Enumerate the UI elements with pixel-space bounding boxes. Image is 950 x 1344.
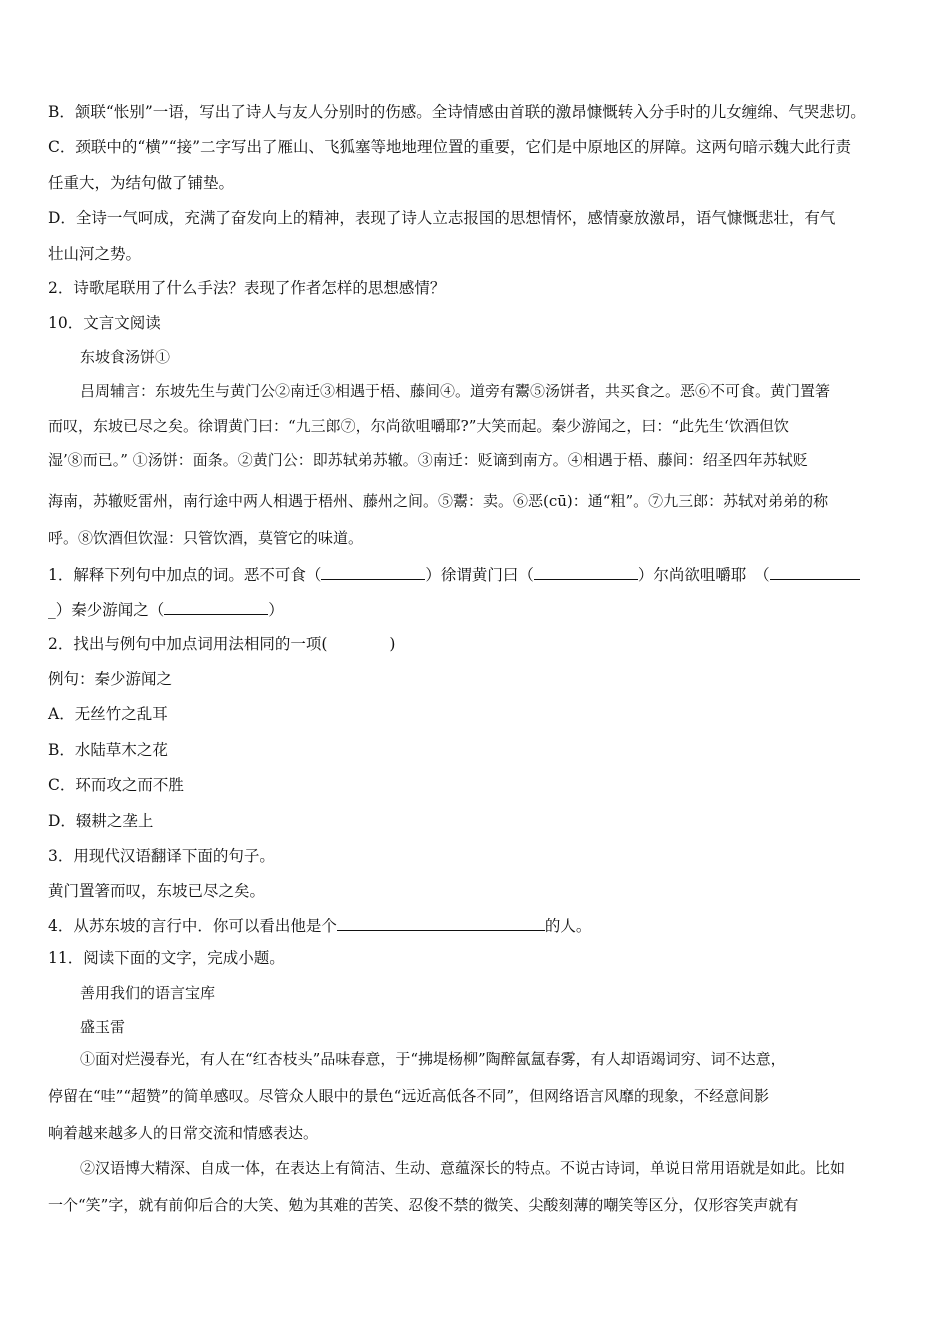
- q9-option-d-line2: 壮山河之势。: [48, 245, 142, 263]
- q10-sub3: 3．用现代汉语翻译下面的句子。: [48, 847, 275, 865]
- q11-para1-line3: 响着越来越多人的日常交流和情感表达。: [48, 1124, 319, 1142]
- q10-sub1-prompt: 1．解释下列句中加点的词。恶不可食（: [48, 566, 322, 584]
- q11-para2-line1: ②汉语博大精深、自成一体，在表达上有简洁、生动、意蕴深长的特点。不说古诗词，单说日常用语就是如此。比如: [80, 1159, 846, 1177]
- q10-sub4-suffix: 的人。: [544, 917, 592, 935]
- answer-blank[interactable]: [770, 563, 860, 580]
- q9-option-b: B．颔联“怅别”一语，写出了诗人与友人分别时的伤感。全诗情感由首联的激昂慷慨转入分手时的儿女缠绵、气哭悲切。: [48, 103, 866, 121]
- answer-blank[interactable]: [164, 598, 268, 615]
- q11-article-title: 善用我们的语言宝库: [80, 984, 216, 1002]
- q10-passage-title: 东坡食汤饼①: [80, 348, 171, 366]
- answer-blank[interactable]: [321, 563, 425, 580]
- q10-sub1-part2: ）徐谓黄门曰（: [425, 566, 534, 584]
- q11-para1-line1: ①面对烂漫春光，有人在“红杏枝头”品味春意，于“拂堤杨柳”陶醉氤氲春雾，有人却语竭词穷、词不达意，: [80, 1050, 786, 1068]
- q9-question-2: 2．诗歌尾联用了什么手法？表现了作者怎样的思想感情？: [48, 279, 446, 297]
- q10-example: 例句：秦少游闻之: [48, 670, 173, 688]
- q9-option-c-line2: 任重大，为结句做了铺垫。: [48, 174, 235, 192]
- answer-blank[interactable]: [337, 914, 545, 931]
- q10-heading: 10．文言文阅读: [48, 314, 161, 332]
- q10-sub1-part5: ）: [268, 601, 284, 619]
- q9-option-d-line1: D．全诗一气呵成，充满了奋发向上的精神，表现了诗人立志报国的思想情怀，感情豪放激昂，语气慷慨悲壮，有气: [48, 209, 836, 227]
- q11-para1-line2: 停留在“哇”“超赞”的简单感叹。尽管众人眼中的景色“远近高低各不同”，但网络语言风靡的现象，不经意间影: [48, 1087, 770, 1105]
- q10-sub4-prompt: 4．从苏东坡的言行中．你可以看出他是个: [48, 917, 337, 935]
- q10-passage-line5: 呼。⑧饮酒但饮湿：只管饮酒，莫管它的味道。: [48, 529, 364, 547]
- q11-heading: 11．阅读下面的文字，完成小题。: [48, 949, 285, 967]
- q10-passage-line2: 而叹，东坡已尽之矣。徐谓黄门曰：“九三郎⑦，尔尚欲咀嚼耶?”大笑而起。秦少游闻之，曰：“此先生‘饮酒但饮: [48, 417, 789, 435]
- q10-passage-line4: 海南，苏辙贬雷州，南行途中两人相遇于梧州、藤州之间。⑤鬻：卖。⑥恶(cū)：通“粗”。⑦九三郎：苏轼对弟弟的称: [48, 492, 829, 510]
- q10-option-b: B．水陆草木之花: [48, 741, 168, 759]
- q10-passage-line3: 湿’⑧而已。” ①汤饼：面条。②黄门公：即苏轼弟苏辙。③南迁：贬谪到南方。④相遇于梧、藤间：绍圣四年苏轼贬: [48, 451, 808, 469]
- q11-para2-line2: 一个“笑”字，就有前仰后合的大笑、勉为其难的苦笑、忍俊不禁的微笑、尖酸刻薄的嘲笑等区分，仅形容笑声就有: [48, 1196, 799, 1214]
- q10-sub1-line2: [48, 598, 284, 620]
- q10-sub1-part4: _）秦少游闻之（: [48, 601, 165, 619]
- q10-sub3-sentence: 黄门置箸而叹，东坡已尽之矣。: [48, 882, 266, 900]
- q9-option-c-line1: C．颈联中的“横”“接”二字写出了雁山、飞狐塞等地地理位置的重要，它们是中原地区的屏障。这两句暗示魏大此行责: [48, 138, 852, 156]
- q10-option-c: C．环而攻之而不胜: [48, 776, 184, 794]
- q10-sub1-line1: [48, 563, 860, 585]
- q10-option-d: D．辍耕之垄上: [48, 812, 154, 830]
- answer-blank[interactable]: [534, 563, 638, 580]
- q10-sub1-part3: ）尔尚欲咀嚼耶 （: [637, 566, 770, 584]
- q10-sub4: [48, 914, 591, 936]
- q10-sub2: 2．找出与例句中加点词用法相同的一项( ): [48, 635, 396, 653]
- q11-author: 盛玉雷: [80, 1018, 126, 1036]
- q10-passage-line1: 吕周辅言：东坡先生与黄门公②南迁③相遇于梧、藤间④。道旁有鬻⑤汤饼者，共买食之。恶⑥不可食。黄门置箸: [80, 382, 831, 400]
- q10-option-a: A．无丝竹之乱耳: [48, 705, 168, 723]
